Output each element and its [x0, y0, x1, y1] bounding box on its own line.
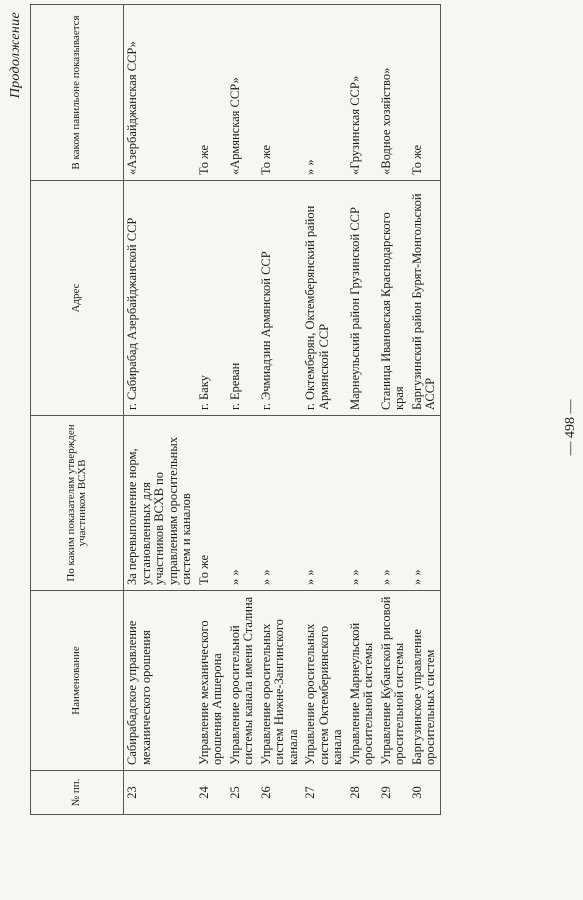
participants-table	[30, 4, 441, 815]
cell-pavilion: То же	[409, 5, 441, 181]
cell-num: 30	[409, 771, 441, 815]
table-row	[258, 5, 303, 815]
header-pavilion: В каком павильоне показывается	[31, 5, 124, 181]
cell-criteria: » »	[227, 416, 258, 591]
page-number: — 498 —	[563, 399, 578, 456]
table-header-row	[31, 5, 124, 815]
cell-pavilion: «Водное хозяйство»	[378, 5, 409, 181]
cell-address: г. Сабирабад Азербайджанской ССР	[124, 181, 196, 416]
cell-num: 28	[347, 771, 378, 815]
cell-address: Марнеульский район Грузинской ССР	[347, 181, 378, 416]
table-row	[378, 5, 409, 815]
cell-pavilion: «Армянская ССР»	[227, 5, 258, 181]
cell-num: 27	[302, 771, 347, 815]
cell-address: г. Эчмиадзин Армянской ССР	[258, 181, 303, 416]
table-row	[409, 5, 441, 815]
table-row	[302, 5, 347, 815]
cell-pavilion: » »	[302, 5, 347, 181]
cell-num: 25	[227, 771, 258, 815]
cell-name: Управление оросительных систем Октембериянского канала	[302, 591, 347, 771]
table-row	[227, 5, 258, 815]
cell-address: г. Ереван	[227, 181, 258, 416]
cell-criteria: За перевыполнение норм, установленных для участников ВСХВ по управлениям оросительных систем и каналов	[124, 416, 196, 591]
cell-pavilion: «Азербайджанская ССР»	[124, 5, 196, 181]
table-row	[196, 5, 227, 815]
cell-address: г. Октемберян, Октемберянский район Армянской ССР	[302, 181, 347, 416]
cell-criteria: » »	[409, 416, 441, 591]
cell-pavilion: «Грузинская ССР»	[347, 5, 378, 181]
cell-name: Управление Кубанской рисовой оросительной системы	[378, 591, 409, 771]
header-criteria: По каким показателям утвержден участником ВСХВ	[31, 416, 124, 591]
cell-name: Сабирабадское управление механического орошения	[124, 591, 196, 771]
cell-name: Управление Марнеульской оросительной системы	[347, 591, 378, 771]
cell-name: Управление механического орошения Апшерона	[196, 591, 227, 771]
table-row	[124, 5, 196, 815]
cell-name: Управление оросительной системы канала имени Сталина	[227, 591, 258, 771]
cell-address: Станица Ивановская Краснодарского края	[378, 181, 409, 416]
page-number-wrap	[563, 0, 579, 855]
header-address: Адрес	[31, 181, 124, 416]
header-num: № пп.	[31, 771, 124, 815]
header-name: Наименование	[31, 591, 124, 771]
cell-address: г. Баку	[196, 181, 227, 416]
cell-name: Управление оросительных систем Нижне-Зангинского канала	[258, 591, 303, 771]
cell-criteria: » »	[378, 416, 409, 591]
cell-num: 24	[196, 771, 227, 815]
cell-criteria: » »	[302, 416, 347, 591]
cell-criteria: То же	[196, 416, 227, 591]
cell-criteria: » »	[347, 416, 378, 591]
cell-criteria: » »	[258, 416, 303, 591]
table-row	[347, 5, 378, 815]
cell-num: 26	[258, 771, 303, 815]
cell-pavilion: То же	[196, 5, 227, 181]
cell-pavilion: То же	[258, 5, 303, 181]
cell-num: 29	[378, 771, 409, 815]
cell-num: 23	[124, 771, 196, 815]
cell-address: Баргузинский район Бурят-Монгольской АССР	[409, 181, 441, 416]
table-body	[124, 5, 441, 815]
cell-name: Баргузинское управление оросительных систем	[409, 591, 441, 771]
continuation-label: Продолжение	[8, 12, 23, 99]
